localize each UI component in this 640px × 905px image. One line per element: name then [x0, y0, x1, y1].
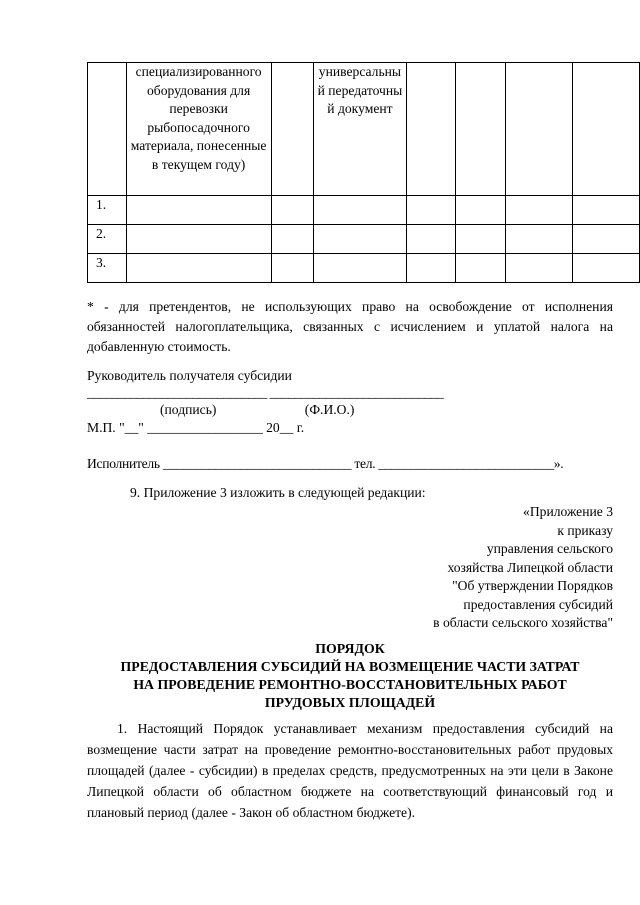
- mp-date: М.П. "__" _________________ 20__ г.: [87, 420, 305, 435]
- table-row: [88, 196, 640, 225]
- appendix-line: "Об утверждении Порядков: [452, 578, 613, 593]
- table-header-cell: специализированного оборудования для перевозки рыбопосадочного материала, понесенные в текущем году): [126, 63, 271, 196]
- signature-lines: _____________________________ ____________________________: [87, 385, 444, 400]
- appendix-line: хозяйства Липецкой области: [447, 559, 613, 575]
- subsidy-table: [87, 62, 640, 283]
- footnote: * - для претендентов, не использующих право на освобождение от исполнения обязанностей налогоплательщика, связанных с исчислением и уплатой налога на добавленную стоимость.: [87, 299, 613, 354]
- table-cell: [572, 63, 639, 196]
- item-9: 9. Приложение 3 изложить в следующей редакции:: [130, 485, 426, 500]
- appendix-line: в области сельского хозяйства": [433, 615, 613, 630]
- row-number: 1.: [88, 196, 127, 225]
- document-heading: [87, 640, 613, 712]
- row-number: 3.: [88, 254, 127, 283]
- table-cell: [406, 63, 455, 196]
- executor-line: Исполнитель _____________________________ тел. ___________________________».: [87, 456, 564, 471]
- table-row: [88, 254, 640, 283]
- paragraph-1: 1. Настоящий Порядок устанавливает механизм предоставления субсидий на возмещение части затрат на проведение ремонтно-восстановительных работ прудовых площадей (далее - субсидии) в пределах средств, предусмотренных на эти цели в Законе Липецкой области об областном бюджете на соответствующий финансовый год и плановый период (далее - Закон об областном бюджете).: [87, 721, 613, 820]
- appendix-line: предоставления субсидий: [463, 596, 613, 612]
- table-cell: [456, 63, 505, 196]
- heading-line: ПРУДОВЫХ ПЛОЩАДЕЙ: [264, 695, 436, 710]
- table-cell: [88, 63, 127, 196]
- signature-captions: (подпись) (Ф.И.О.): [160, 402, 355, 417]
- table-cell: [505, 63, 572, 196]
- heading-line: НА ПРОВЕДЕНИЕ РЕМОНТНО-ВОССТАНОВИТЕЛЬНЫХ РАБОТ: [133, 677, 567, 692]
- appendix-line: управления сельского: [486, 541, 613, 556]
- appendix-line: «Приложение 3: [523, 504, 613, 519]
- appendix-block: [433, 503, 613, 633]
- table-row: [88, 225, 640, 254]
- row-number: 2.: [88, 225, 127, 254]
- heading-line: ПОРЯДОК: [315, 641, 385, 656]
- appendix-line: к приказу: [557, 522, 613, 538]
- signature-title: Руководитель получателя субсидии: [87, 368, 292, 383]
- heading-line: ПРЕДОСТАВЛЕНИЯ СУБСИДИЙ НА ВОЗМЕЩЕНИЕ ЧАСТИ ЗАТРАТ: [120, 659, 580, 674]
- table-header-cell: универсальный передаточный документ: [313, 63, 406, 196]
- table-cell: [271, 63, 313, 196]
